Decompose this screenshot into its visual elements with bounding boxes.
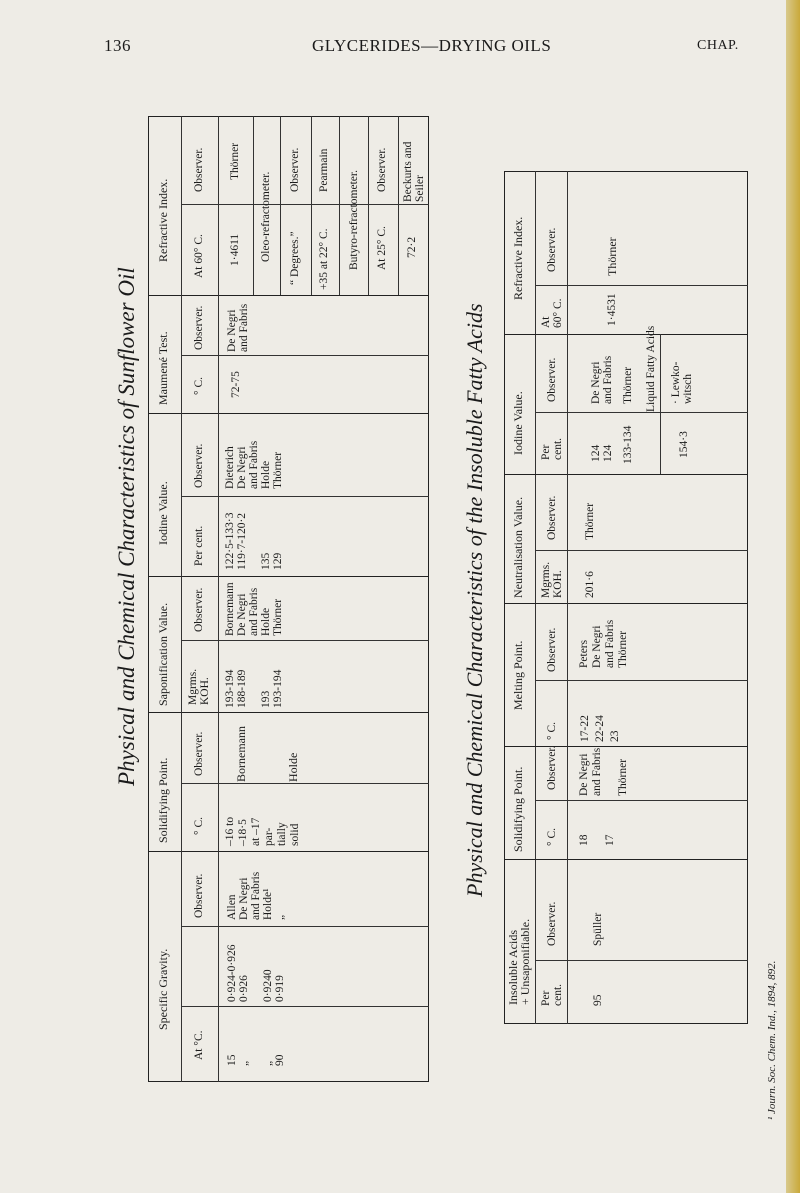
iodine-value-heading: Iodine Value. bbox=[156, 481, 170, 545]
t2-iodine-value-label: Per cent. bbox=[540, 437, 564, 460]
iodine-observer-label: Observer. bbox=[193, 443, 205, 488]
t2-solidifying-observer-label: Observer. bbox=[546, 745, 558, 790]
maumene-observer-label: Observer. bbox=[193, 305, 205, 350]
page-edge bbox=[786, 0, 800, 1193]
solidifying-observer-label: Observer. bbox=[193, 731, 205, 776]
butyro-value: 72·2 bbox=[406, 236, 418, 258]
t2-ri-observer: Thörner bbox=[605, 237, 619, 276]
t2-iodine-value-b: 133-134 bbox=[622, 425, 634, 464]
t2-neut-value: 201·6 bbox=[584, 571, 596, 598]
solidifying-observers: Bornemann Holde bbox=[234, 726, 300, 782]
oleo-refractometer-label: Oleo-refractometer. bbox=[260, 171, 272, 262]
sg-values: 0·924-0·926 0·926 0·9240 0·919 bbox=[226, 944, 286, 1002]
t2-iodine-observer-label: Observer. bbox=[546, 357, 558, 402]
table2-title: Physical and Chemical Characteristics of the Insoluble Fatty Acids bbox=[462, 303, 487, 897]
specific-gravity-heading: Specific Gravity. bbox=[156, 948, 170, 1030]
oleo-observer-label: Observer. bbox=[289, 147, 301, 192]
oleo-degrees-label: “ Degrees.” bbox=[289, 231, 301, 285]
t2-liquid-fatty-acids: Liquid Fatty Acids bbox=[645, 325, 657, 412]
sg-temp-label: At °C. bbox=[193, 1030, 205, 1060]
t2-iodine-observer-thorner: Thörner bbox=[622, 366, 634, 404]
t2-neutralisation-heading: Neutralisation Value. bbox=[511, 496, 525, 598]
table1-title: Physical and Chemical Characteristics of Sunflower Oil bbox=[114, 267, 139, 786]
t2-iodine-observers-a: De Negri and Fabris bbox=[590, 355, 614, 404]
t2-iodine-heading: Iodine Value. bbox=[511, 391, 525, 455]
sg-temps: 15 „ „ 90 bbox=[226, 1054, 286, 1066]
ri-observer-thorner: Thörner bbox=[229, 142, 241, 180]
ri-value: 1·4611 bbox=[229, 233, 241, 266]
t2-solidifying-values: 18 17 bbox=[578, 834, 616, 846]
saponification-observer-label: Observer. bbox=[193, 587, 205, 632]
t2-solidifying-temp-label: ° C. bbox=[546, 827, 558, 846]
maumene-observers: De Negri and Fabris bbox=[226, 303, 250, 352]
iodine-values: 122·5-133·3 119·7-120·2 135 129 bbox=[224, 512, 284, 570]
saponification-values: 193-194 188-189 193 193-194 bbox=[224, 669, 284, 708]
oleo-value: +35 at 22° C. bbox=[318, 228, 330, 290]
t2-solidifying-observers: De Negri and Fabris Thörner bbox=[578, 747, 629, 796]
maumene-temp-label: ° C. bbox=[193, 376, 205, 395]
butyro-observer-beckurts: Beckurts and Seiler bbox=[402, 141, 426, 202]
saponification-observers: Bornemann De Negri and Fabris Holde Thörner bbox=[224, 582, 284, 636]
t2-ri-value: 1·4531 bbox=[606, 293, 618, 326]
t2-refractive-heading: Refractive Index. bbox=[511, 216, 525, 300]
t2-iodine-values-a: 124 124 bbox=[590, 444, 614, 462]
saponification-value-label: Mgrms. KOH. bbox=[187, 668, 211, 705]
t2-insoluble-heading: Insoluble Acids + Unsaponifiable. bbox=[506, 918, 532, 1005]
t2-insoluble-observer: Spüller bbox=[592, 912, 604, 946]
t2-ri-temp-label: At 60° C. bbox=[540, 298, 564, 328]
maumene-value: 72-75 bbox=[230, 371, 242, 398]
t2-insoluble-value: 95 bbox=[592, 994, 604, 1006]
solidifying-values: –16 to –18·5 at –17 par- tially solid bbox=[224, 816, 301, 846]
ri-cond-60c: At 60° C. bbox=[193, 234, 205, 278]
chapter-label: CHAP. bbox=[697, 38, 739, 53]
t2-melting-temp-label: ° C. bbox=[546, 721, 558, 740]
t2-insoluble-value-label: Per cent. bbox=[540, 983, 564, 1006]
butyro-cond-25c: At 25° C. bbox=[376, 226, 388, 270]
sg-observer-label: Observer. bbox=[193, 873, 205, 918]
solidifying-temp-label: ° C. bbox=[193, 816, 205, 835]
iodine-observers: Dieterich De Negri and Fabris Holde Thörner bbox=[224, 440, 284, 489]
footnote: ¹ Journ. Soc. Chem. Ind., 1894, 892. bbox=[766, 960, 778, 1120]
maumene-heading: Maumené Test. bbox=[156, 331, 170, 405]
t2-melting-values: 17-22 22-24 23 bbox=[579, 715, 621, 742]
butyro-refractometer-label: Butyro-refractometer. bbox=[348, 170, 360, 270]
t2-iodine-observers-b: · Lewko- witsch bbox=[670, 361, 694, 404]
t2-iodine-value-c: 154·3 bbox=[678, 431, 690, 458]
sg-observers: Allen De Negri and Fabris Holde¹ „ bbox=[226, 871, 286, 920]
t2-melting-observers: Peters De Negri and Fabris Thörner bbox=[578, 619, 629, 668]
t2-melting-heading: Melting Point. bbox=[511, 640, 525, 710]
saponification-heading: Saponification Value. bbox=[156, 602, 170, 706]
running-title: GLYCERIDES—DRYING OILS bbox=[312, 36, 552, 55]
t2-neut-observer-label: Observer. bbox=[546, 495, 558, 540]
t2-insoluble-observer-label: Observer. bbox=[546, 901, 558, 946]
page-number: 136 bbox=[104, 36, 131, 55]
butyro-observer-label: Observer. bbox=[376, 147, 388, 192]
iodine-value-label: Per cent. bbox=[193, 525, 205, 566]
ri-observer-label: Observer. bbox=[193, 147, 205, 192]
t2-melting-observer-label: Observer. bbox=[546, 627, 558, 672]
oleo-observer-pearmain: Pearmain bbox=[318, 148, 330, 192]
solidifying-point-heading: Solidifying Point. bbox=[156, 757, 170, 843]
refractive-index-heading: Refractive Index. bbox=[156, 178, 170, 262]
t2-neut-observer: Thörner bbox=[584, 502, 596, 540]
t2-ri-observer-label: Observer. bbox=[546, 227, 558, 272]
t2-neut-value-label: Mgrms. KOH. bbox=[540, 561, 564, 598]
t2-solidifying-heading: Solidifying Point. bbox=[511, 766, 525, 852]
